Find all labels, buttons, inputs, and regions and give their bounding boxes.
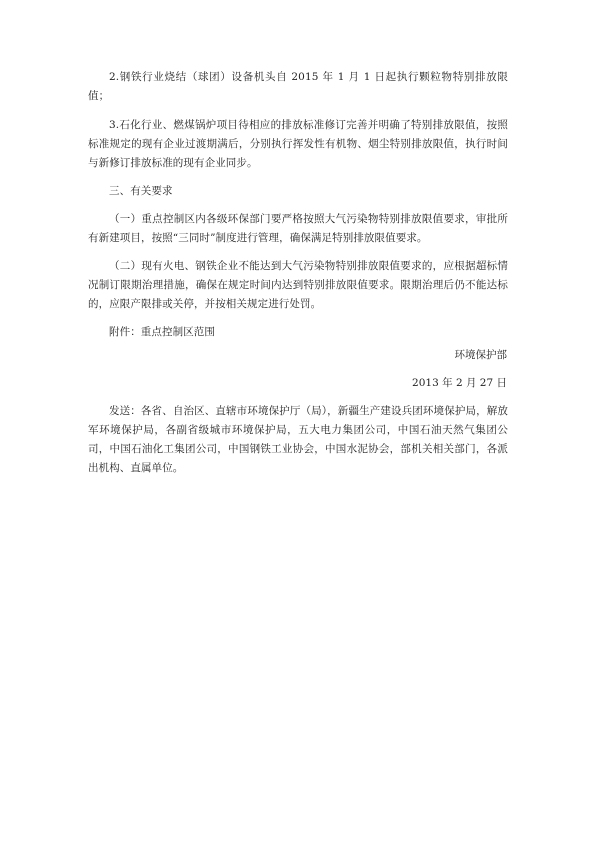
paragraph-requirement-1: （一）重点控制区内各级环保部门要严格按照大气污染物特别排放限值要求，审批所有新建项目，按照“三同时”制度进行管理，确保满足特别排放限值要求。: [88, 213, 508, 244]
signature-date: 2013 年 2 月 27 日: [412, 377, 507, 389]
section-heading-requirements: 三、有关要求: [109, 185, 173, 197]
paragraph-requirement-2: （二）现有火电、钢铁企业不能达到大气污染物特别排放限值要求的，应根据超标情况制订限期治理措施，确保在规定时间内达到特别排放限值要求。限期治理后仍不能达标的，应限产限排或关停，并按相关规定进行处罚。: [88, 260, 508, 310]
paragraph-petrochemical-boiler: 3.石化行业、燃煤锅炉项目待相应的排放标准修订完善并明确了特别排放限值，按照标准规定的现有企业过渡期满后，分别执行挥发性有机物、烟尘特别排放限值，执行时间与新修订排放标准的现有企业同步。: [88, 119, 508, 169]
paragraph-steel-sintering: 2.钢铁行业烧结（球团）设备机头自 2015 年 1 月 1 日起执行颗粒物特别排放限值；: [88, 71, 508, 102]
attachment-line: 附件：重点控制区范围: [109, 326, 215, 338]
distribution-list: 发送：各省、自治区、直辖市环境保护厅（局），新疆生产建设兵团环境保护局，解放军环境保护局，各副省级城市环境保护局，五大电力集团公司，中国石油天然气集团公司，中国石油化工集团公司，中国钢铁工业协会，中国水泥协会，部机关相关部门，各派出机构、直属单位。: [88, 405, 508, 474]
signature-organization: 环境保护部: [454, 349, 507, 361]
